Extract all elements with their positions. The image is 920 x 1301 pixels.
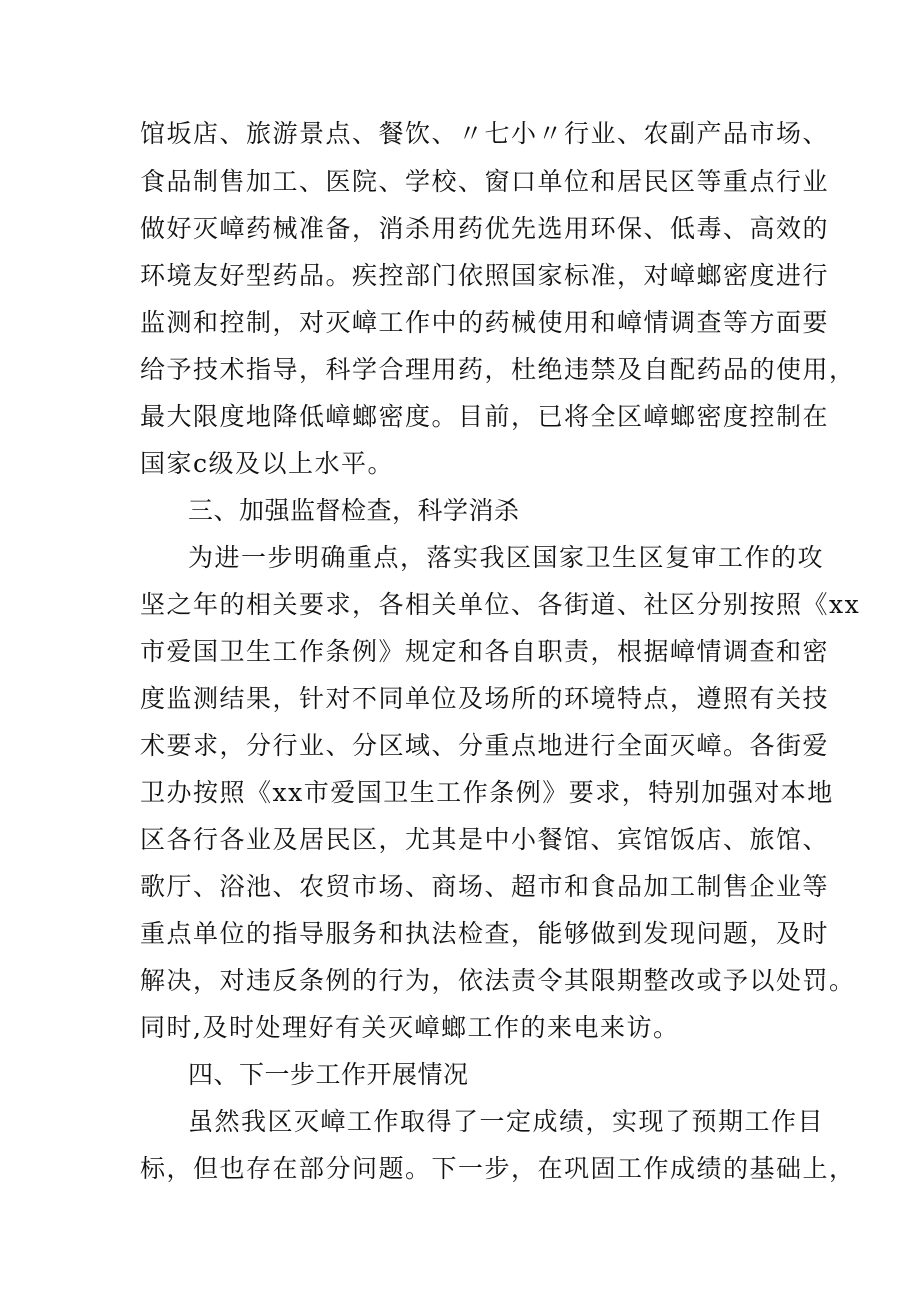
paragraph-line: 卫办按照《xx市爱国卫生工作条例》要求，特别加强对本地 — [140, 778, 834, 807]
section-heading-3: 三、加强监督检查，科学消杀 — [188, 496, 520, 525]
paragraph-line: 监测和控制，对灭嶂工作中的药械使用和嶂情调查等方面要 — [140, 308, 830, 337]
paragraph-line: 同时,及时处理好有关灭嶂螂工作的来电来访。 — [140, 1013, 680, 1042]
paragraph-line: 坚之年的相关要求，各相关单位、各街道、社区分别按照《xx — [140, 590, 861, 619]
paragraph-line: 国家c级及以上水平。 — [140, 449, 395, 478]
section-heading-4: 四、下一步工作开展情况 — [188, 1060, 469, 1089]
paragraph-line: 做好灭嶂药械准备，消杀用药优先选用环保、低毒、高效的 — [140, 214, 830, 243]
paragraph-line: 最大限度地降低嶂螂密度。目前，已将全区嶂螂密度控制在 — [140, 402, 830, 431]
paragraph-line: 术要求，分行业、分区域、分重点地进行全面灭嶂。各街爱 — [140, 731, 830, 760]
paragraph-line: 市爱国卫生工作条例》规定和各自职责，根据嶂情调查和密 — [140, 637, 830, 666]
paragraph-line: 环境友好型药品。疾控部门依照国家标准，对嶂螂密度进行 — [140, 261, 830, 290]
paragraph-line: 度监测结果，针对不同单位及场所的环境特点，遵照有关技 — [140, 684, 830, 713]
paragraph-line: 虽然我区灭嶂工作取得了一定成绩，实现了预期工作目 — [188, 1107, 825, 1136]
paragraph-line: 馆坂店、旅游景点、餐饮、〃七小〃行业、农副产品市场、 — [140, 119, 830, 148]
paragraph-line: 解决，对违反条例的行为，依法责令其限期整改或予以处罚。 — [140, 966, 856, 995]
paragraph-line: 食品制售加工、医院、学校、窗口单位和居民区等重点行业 — [140, 167, 830, 196]
paragraph-line: 为进一步明确重点，落实我区国家卫生区复审工作的攻 — [188, 543, 825, 572]
paragraph-line: 歌厅、浴池、农贸市场、商场、超市和食品加工制售企业等 — [140, 872, 830, 901]
paragraph-line: 给予技术指导，科学合理用药，杜绝违禁及自配药品的使用， — [140, 355, 856, 384]
paragraph-line: 区各行各业及居民区，尤其是中小餐馆、宾馆饭店、旅馆、 — [140, 825, 830, 854]
paragraph-line: 重点单位的指导服务和执法检查，能够做到发现问题，及时 — [140, 919, 830, 948]
paragraph-line: 标，但也存在部分问题。下一步，在巩固工作成绩的基础上， — [140, 1154, 856, 1183]
